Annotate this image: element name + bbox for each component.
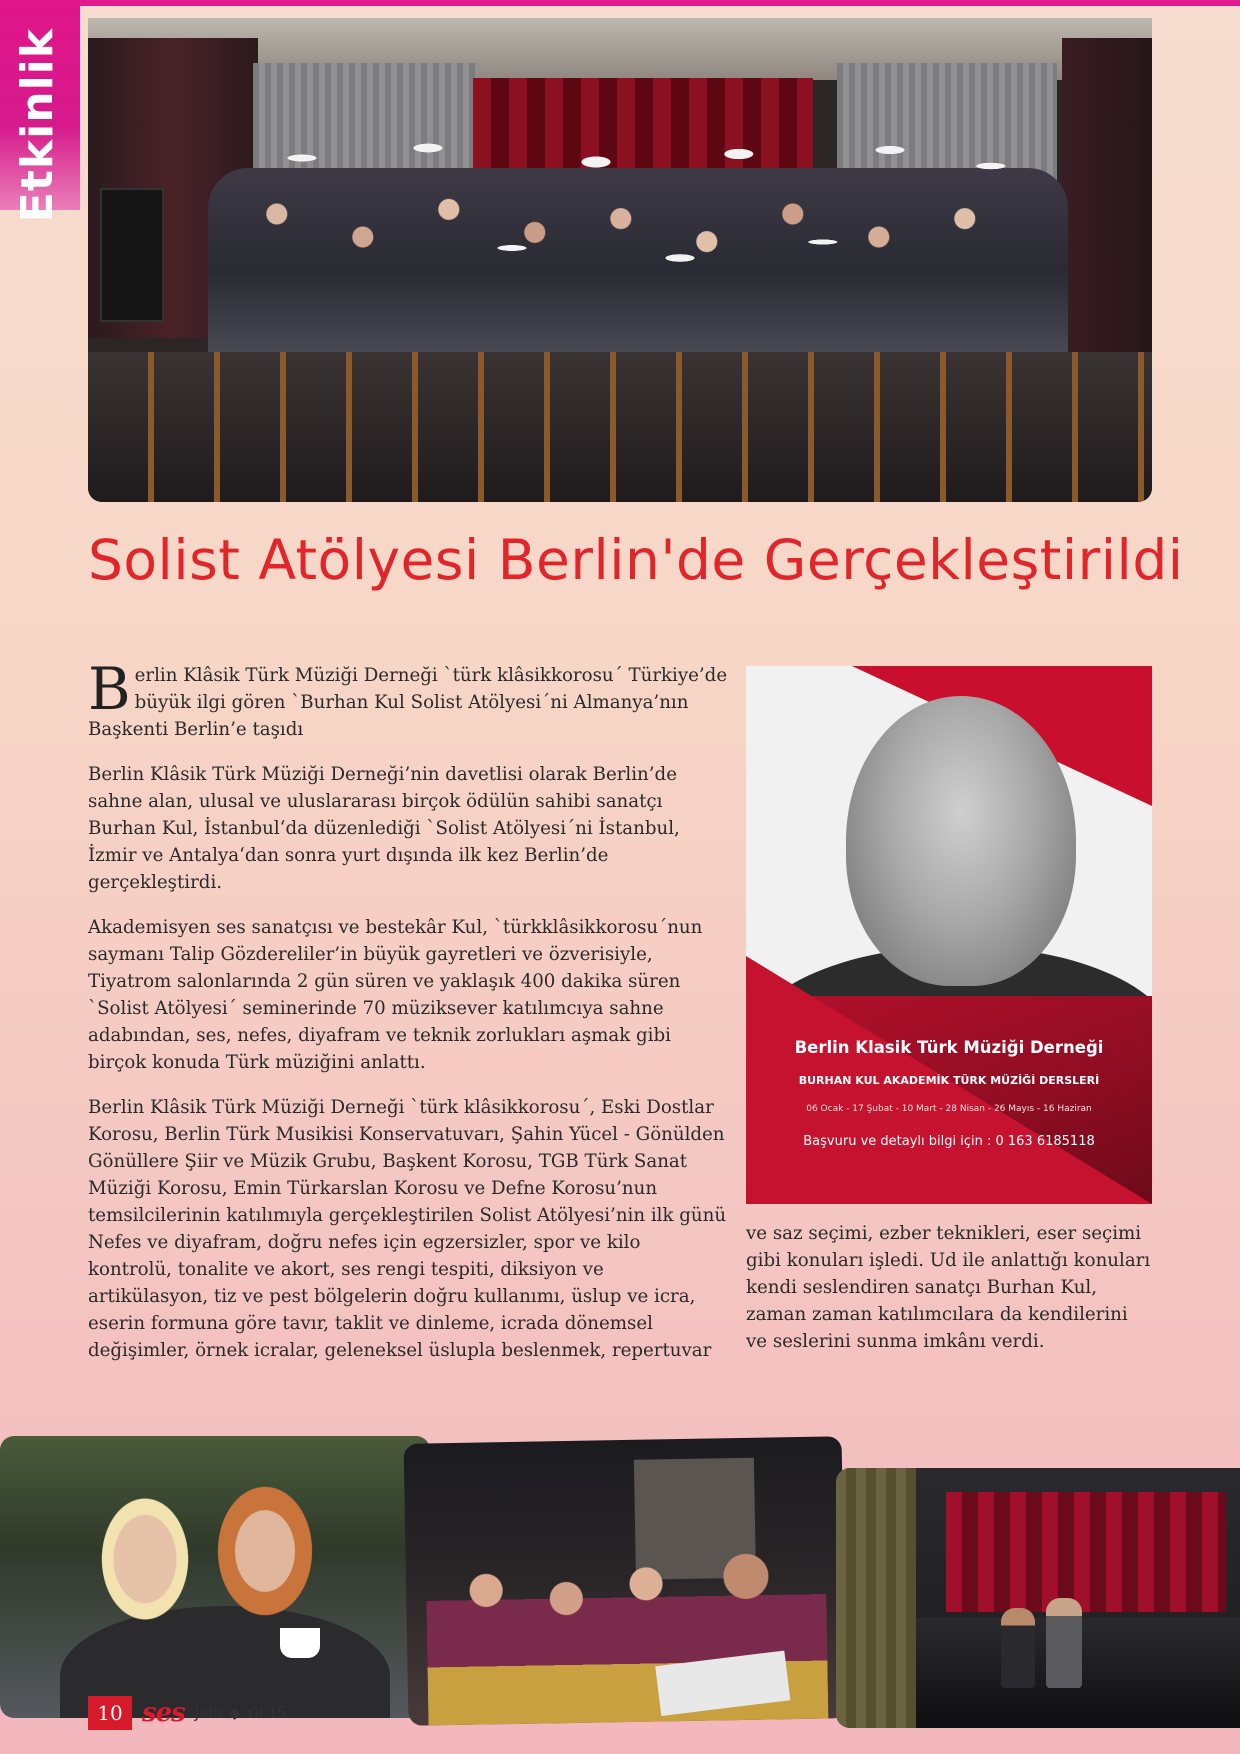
article-paragraph-3: Akademisyen ses sanatçısı ve bestekâr Kul, `türkklâsikkorosu´nun saymanı Talip Gözdereliler’in büyük gayretleri ve özverisiyle, Tiyatrom salonlarında 2 gün süren ve yaklaşık 400 dakika süren `Solist Atölyesi´ seminerinde 70 müziksever katılımcıya sahne adabından, ses, nefes, diyafram ve teknik zorlukları aşmak gibi birçok konuda Türk müziğini anlattı. [88, 917, 703, 1073]
magazine-logo: ses [142, 1698, 185, 1728]
advertisement-poster [746, 666, 1152, 1204]
speaker-box [100, 188, 164, 322]
photo-stage-performance [836, 1468, 1240, 1728]
seats [88, 352, 1152, 502]
top-accent-strip [0, 0, 1240, 6]
article-intro [88, 655, 728, 743]
ad-subtitle: BURHAN KUL AKADEMİK TÜRK MÜZİĞİ DERSLERİ [798, 1074, 1100, 1087]
section-tab [0, 0, 80, 223]
coffee-cup [280, 1628, 320, 1658]
ad-title: Berlin Klasik Türk Müziği Derneği [794, 1038, 1104, 1057]
article-paragraph-4: Berlin Klâsik Türk Müziği Derneği `türk klâsikkorosu´, Eski Dostlar Korosu, Berlin Türk Musikisi Konservatuvarı, Şahin Yücel - Gönülden Gönüllere Şiir ve Müzik Grubu, Başkent Korosu, TGB Türk Sanat Müziği Korosu, Emin Türkarslan Korosu ve Defne Korosu’nun temsilcilerinin katılımıyla gerçekleştirilen Solist Atölyesi’nin ilk günü Nefes ve diyafram, doğru nefes için egzersizler, spor ve kilo kontrolü, tonalite ve akort, ses rengi tespiti, diksiyon ve artikülasyon, tiz ve pest bölgelerin doğru kullanımı, üslup ve icra, eserin formuna göre tavır, taklit ve dinleme, icrada dönemsel değişimler, örnek icralar, geleneksel üslupla beslenmek, repertuvar [88, 1097, 727, 1361]
article-paragraph-5: ve saz seçimi, ezber teknikleri, eser seçimi gibi konuları işledi. Ud ile anlattığı konuları kendi seslendiren sanatçı Burhan Kul, zaman zaman katılımcılara da kendilerini ve seslerini sunma imkânı verdi. [746, 1223, 1151, 1352]
article-column-left [88, 655, 728, 1382]
section-label: Etkinlik [12, 28, 63, 223]
ad-dates: 06 Ocak - 17 Şubat - 10 Mart - 28 Nisan - 26 Mayıs - 16 Haziran [806, 1104, 1092, 1114]
intro-text: erlin Klâsik Türk Müziği Derneği `türk klâsikkorosu´ Türkiye’de büyük ilgi gören `Burhan Kul Solist Atölyesi´ni Almanya’nın Başkenti Berlin’e taşıdı [88, 665, 728, 740]
ad-contact: Başvuru ve detaylı bilgi için : 0 163 6185118 [803, 1134, 1095, 1149]
photo-workshop-participants [404, 1436, 847, 1726]
drop-cap: B [88, 655, 131, 723]
presenter [1046, 1598, 1082, 1688]
certificates [218, 138, 1058, 338]
photo-two-women [0, 1436, 430, 1718]
article-paragraph-2: Berlin Klâsik Türk Müziği Derneği’nin davetlisi olarak Berlin’de sahne alan, ulusal ve uluslararası birçok ödülün sahibi sanatçı Burhan Kul, İstanbul‘da düzenlediği `Solist Atölyesi´ni İstanbul, İzmir ve Antalya‘dan sonra yurt dışında ilk kez Berlin’de gerçekleştirdi. [88, 764, 680, 893]
hero-photo-group-audience [88, 18, 1152, 502]
page-number: 10 [88, 1696, 132, 1730]
oud-player [1001, 1608, 1035, 1688]
page-footer [88, 1696, 287, 1730]
article-column-right [746, 1220, 1152, 1355]
issue-info: Jahr ◆ Yıl 15 [194, 1704, 287, 1722]
article-headline: Solist Atölyesi Berlin'de Gerçekleştirildi [88, 528, 1184, 592]
